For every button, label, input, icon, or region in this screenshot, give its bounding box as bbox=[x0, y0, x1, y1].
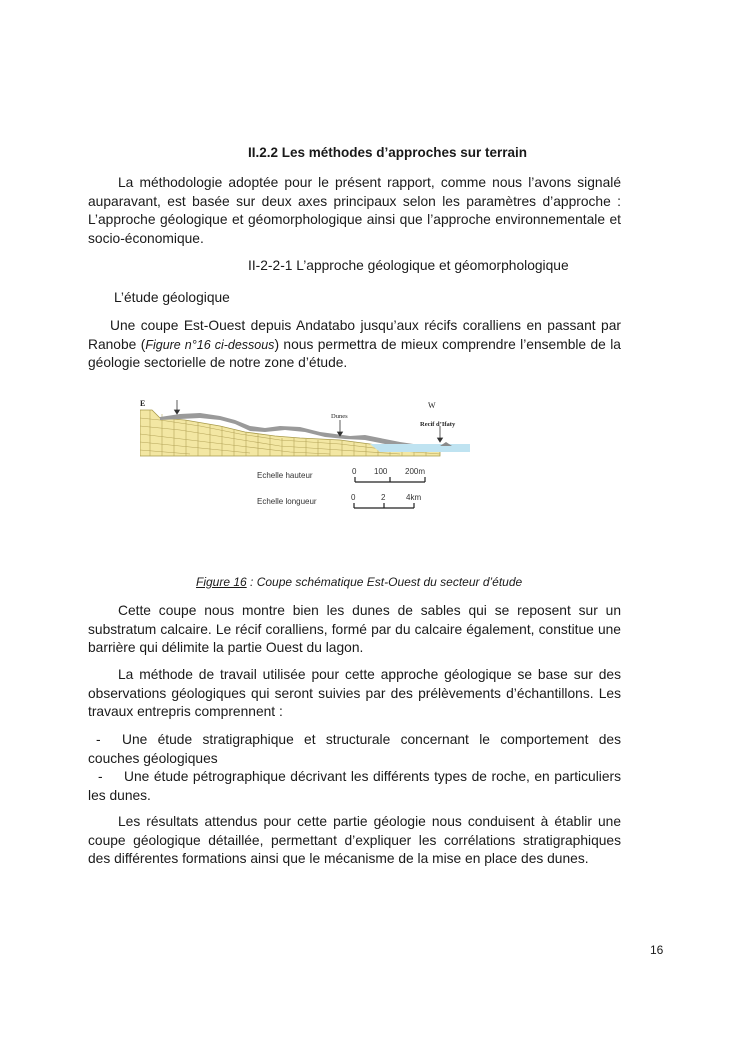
dunes-paragraph: Cette coupe nous montre bien les dunes de sables qui se reposent sur un substratum calcaire. Le récif coralliens, formé par du calcaire également, constitue une barrière qui délimite la partie Ouest du lagon. bbox=[88, 603, 621, 655]
geological-cross-section bbox=[140, 396, 570, 566]
section-heading: II.2.2 Les méthodes d’approches sur terrain bbox=[247, 145, 528, 160]
label-east: E bbox=[140, 399, 146, 408]
figure-caption-ref: Figure 16 bbox=[196, 575, 247, 589]
page-number: 16 bbox=[650, 943, 664, 957]
list-dash: - bbox=[96, 732, 101, 747]
bullet-item bbox=[110, 290, 230, 305]
sea bbox=[370, 444, 470, 452]
scale-length-tick-1: 2 bbox=[381, 493, 386, 502]
methode-paragraph: La méthode de travail utilisée pour cette approche géologique se base sur des observations géologiques qui seront suivies par des prélèvements d’échantillons. Les travaux entrepris comprennent : bbox=[88, 667, 621, 719]
scale-height-tick-0: 0 bbox=[352, 467, 357, 476]
list-item-text: Une étude stratigraphique et structurale concernant le comportement des couches géologiques bbox=[88, 732, 621, 766]
label-west: W bbox=[428, 401, 436, 410]
resultats-paragraph: Les résultats attendus pour cette partie géologie nous conduisent à établir une coupe géologique détaillée, permettant d’expliquer les corrélations stratigraphiques des différentes formations ainsi que le mécanisme de la mise en place des dunes. bbox=[88, 814, 621, 866]
scale-length-tick-0: 0 bbox=[351, 493, 356, 502]
scale-height-tick-1: 100 bbox=[374, 467, 388, 476]
coupe-paragraph bbox=[88, 317, 621, 373]
bullet-label: L’étude géologique bbox=[114, 290, 230, 305]
scale-length-bar bbox=[354, 503, 414, 508]
label-recif: Recif d’Ifaty bbox=[420, 421, 456, 428]
coupe-text-2: ) nous permettra de mieux comprendre l’ensemble de la géologie sectorielle de notre zone d’étude. bbox=[88, 336, 621, 370]
figure-caption bbox=[196, 575, 522, 589]
coupe-text-1: Une coupe Est-Ouest depuis Andatabo jusqu’aux récifs coralliens en passant par Ranobe ( bbox=[88, 318, 621, 352]
subsection-heading: II-2-2-1 L’approche géologique et géomorphologique bbox=[248, 258, 569, 273]
list-item-text: Une étude pétrographique décrivant les différents types de roche, en particuliers les dunes. bbox=[88, 769, 621, 803]
list-dash: - bbox=[98, 769, 103, 784]
figure-caption-text: : Coupe schématique Est-Ouest du secteur d’étude bbox=[246, 575, 523, 589]
scale-height-label: Echelle hauteur bbox=[257, 471, 313, 480]
scale-height-bar bbox=[355, 477, 425, 482]
label-dunes: Dunes bbox=[331, 413, 348, 420]
list-item bbox=[88, 731, 621, 768]
scale-length-tick-2: 4km bbox=[406, 493, 422, 502]
intro-paragraph: La méthodologie adoptée pour le présent rapport, comme nous l’avons signalé auparavant, est basée sur deux axes principaux selon les paramètres d’approche : L’approche géologique et géomorphologique ainsi que l’approche environnementale et socio-économique. bbox=[88, 175, 621, 246]
figure-reference: Figure n°16 ci-dessous bbox=[145, 337, 275, 352]
scale-height-tick-2: 200m bbox=[405, 467, 426, 476]
scale-length-label: Echelle longueur bbox=[257, 497, 317, 506]
list-item bbox=[88, 768, 621, 805]
